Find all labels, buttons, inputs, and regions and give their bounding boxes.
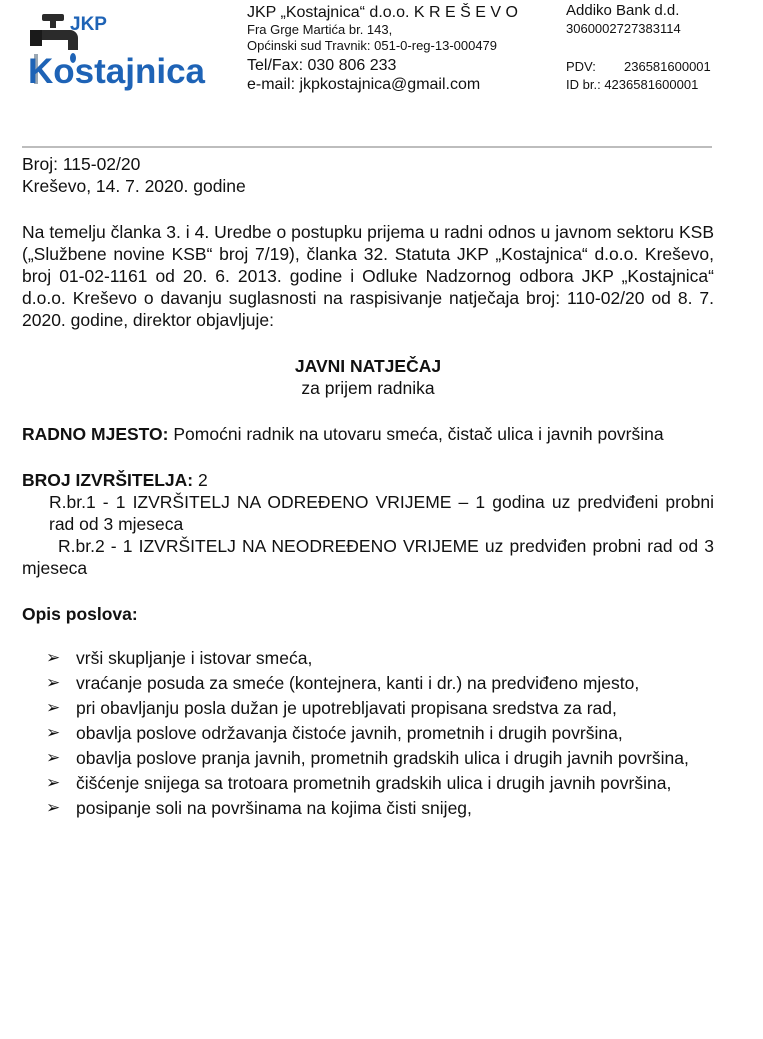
id-label: ID br.: [566,77,601,92]
arrow-bullet-icon: ➢ [46,748,61,767]
company-address: Fra Grge Martića br. 143, [247,22,393,37]
position-paragraph [22,423,714,445]
bank-account: 3060002727383114 [566,21,681,36]
position-item-1: R.br.1 - 1 IZVRŠITELJ NA ODREĐENO VRIJEME – 1 godina uz predviđeni probni rad od 3 mjeseca [49,492,714,534]
arrow-bullet-icon: ➢ [46,698,61,717]
document-place-date: Kreševo, 14. 7. 2020. godine [22,176,246,196]
count-value: 2 [198,470,208,490]
company-phone: Tel/Fax: 030 806 233 [247,57,397,74]
pdv-value: 236581600001 [624,59,711,74]
document-subtitle: za prijem radnika [301,378,435,398]
duties-heading: Opis poslova: [22,604,138,624]
company-court: Općinski sud Travnik: 051-0-reg-13-000479 [247,38,498,53]
company-logo [28,8,228,96]
arrow-bullet-icon: ➢ [46,723,61,742]
intro-paragraph: Na temelju članka 3. i 4. Uredbe o postupku prijema u radni odnos u javnom sektoru KSB („Službene novine KSB“ broj 7/19), članka 32. Statuta JKP „Kostajnica“ d.o.o. Kreševo, broj 01-02-1161 od 20. 6. 2013. godine i Odluke Nadzornog odbora JKP „Kostajnica“ d.o.o. Kreševo o davanju suglasnosti na raspisivanje natječaja broj: 110-02/20 od 8. 7. 2020. godine, direktor objavljuje: [22,222,714,330]
list-item: ➢ vraćanje posuda za smeće (kontejnera, kanti i dr.) na predviđeno mjesto, [46,673,640,693]
company-name: JKP „Kostajnica“ d.o.o. K R E Š E V O [247,4,518,21]
position-item-2: R.br.2 - 1 IZVRŠITELJ NA NEODREĐENO VRIJEME uz predviđen probni rad od 3 mjeseca [22,536,714,578]
duties-list [22,647,714,819]
count-paragraph [22,469,714,491]
list-item: ➢ obavlja poslove održavanja čistoće javnih, prometnih i drugih površina, [46,723,623,743]
arrow-bullet-icon: ➢ [46,798,61,817]
bank-id [566,76,711,94]
company-info [247,4,518,94]
header-divider [22,146,712,148]
letterhead [0,0,763,110]
arrow-bullet-icon: ➢ [46,648,61,667]
list-item: ➢ čišćenje snijega sa trotoara prometnih gradskih ulica i drugih javnih površina, [46,773,672,793]
document-body [22,153,714,822]
list-item: ➢ vrši skupljanje i istovar smeća, [46,648,313,668]
logo-jkp-text: JKP [70,14,107,35]
arrow-bullet-icon: ➢ [46,773,61,792]
list-item: ➢ pri obavljanju posla dužan je upotrebljavati propisana sredstva za rad, [46,698,617,718]
document-number: Broj: 115-02/20 [22,154,141,174]
list-item: ➢ obavlja poslove pranja javnih, prometnih gradskih ulica i drugih javnih površina, [46,748,689,768]
position-text: Pomoćni radnik na utovaru smeća, čistač ulica i javnih površina [173,424,664,444]
company-email[interactable]: e-mail: jkpkostajnica@gmail.com [247,76,481,93]
bank-name: Addiko Bank d.d. [566,2,680,19]
id-value: 4236581600001 [604,77,699,92]
logo-name-text: Kostajnica [28,52,205,91]
list-item: ➢ posipanje soli na površinama na kojima čisti snijeg, [46,798,472,818]
bank-info [566,2,711,94]
bank-pdv [566,58,711,76]
position-label: RADNO MJESTO: [22,424,169,444]
arrow-bullet-icon: ➢ [46,673,61,692]
pdv-label: PDV: [566,59,596,74]
count-label: BROJ IZVRŠITELJA: [22,470,194,490]
document-title: JAVNI NATJEČAJ [294,356,442,376]
